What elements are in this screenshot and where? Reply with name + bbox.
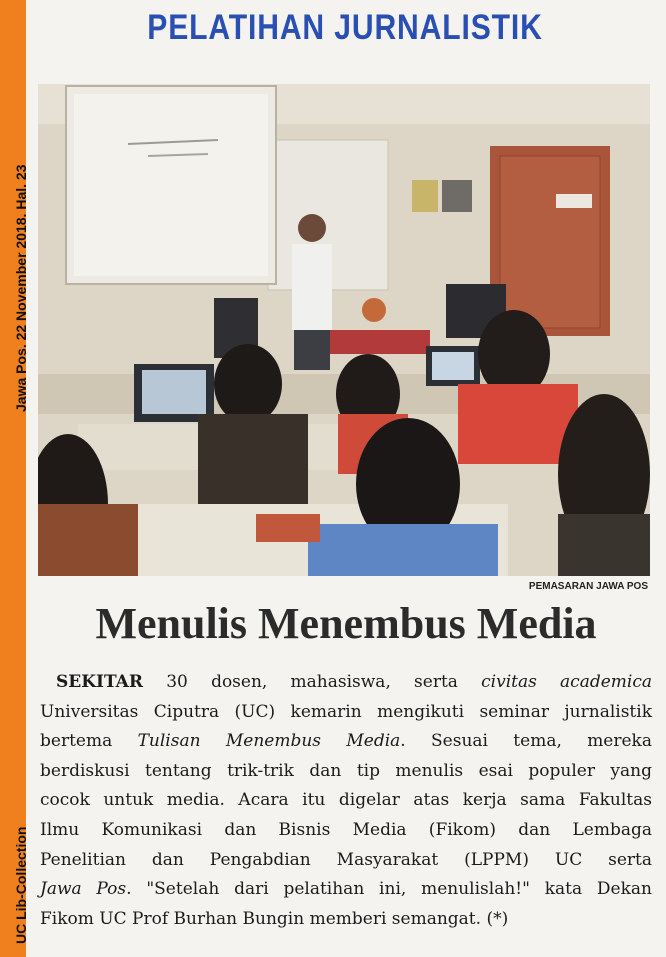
article-line (40, 905, 652, 935)
side-strip (0, 0, 26, 957)
article-text: berdiskusi tentang trik-trik dan tip menulis esai populer yang (40, 760, 652, 781)
article-line (40, 698, 652, 728)
section-title: PELATIHAN JURNALISTIK (147, 8, 543, 47)
article-text: . "Setelah dari pelatihan ini, menulislah!" kata Dekan (126, 879, 652, 900)
article-text: Penelitian dan Pengabdian Masyarakat (LPPM) UC serta (40, 849, 652, 870)
seminar-photo (38, 84, 650, 576)
article-text: . Sesuai tema, mereka (400, 731, 652, 752)
photo-credit: PEMASARAN JAWA POS (528, 581, 648, 592)
source-citation: Jawa Pos. 22 November 2018. Hal. 23 (13, 164, 29, 412)
article-italic-text: Jawa Pos (40, 879, 127, 900)
article-text: bertema (40, 731, 138, 752)
article-line (40, 786, 652, 816)
article-line (40, 846, 652, 876)
collection-label: UC Lib-Collection (13, 826, 29, 944)
article-text: Fikom UC Prof Burhan Bungin memberi semangat. (*) (40, 908, 509, 929)
article-line (40, 668, 652, 698)
article-italic-text: civitas academica (481, 672, 652, 692)
article-text: cocok untuk media. Acara itu digelar atas kerja sama Fakultas (40, 790, 652, 811)
article-line (40, 757, 652, 787)
article-line (40, 875, 652, 905)
article-line (40, 816, 652, 846)
article-italic-text: Tulisan Menembus Media (137, 731, 401, 752)
article-text: Universitas Ciputra (UC) kemarin mengikuti seminar jurnalistik (40, 701, 652, 722)
article-body (40, 668, 652, 934)
headline: Menulis Menembus Media (95, 599, 597, 648)
article-line (40, 727, 652, 757)
article-lead-word: SEKITAR (56, 672, 144, 692)
article-text: Ilmu Komunikasi dan Bisnis Media (Fikom) dan Lembaga (40, 819, 652, 840)
article-text: 30 dosen, mahasiswa, serta (143, 672, 482, 692)
